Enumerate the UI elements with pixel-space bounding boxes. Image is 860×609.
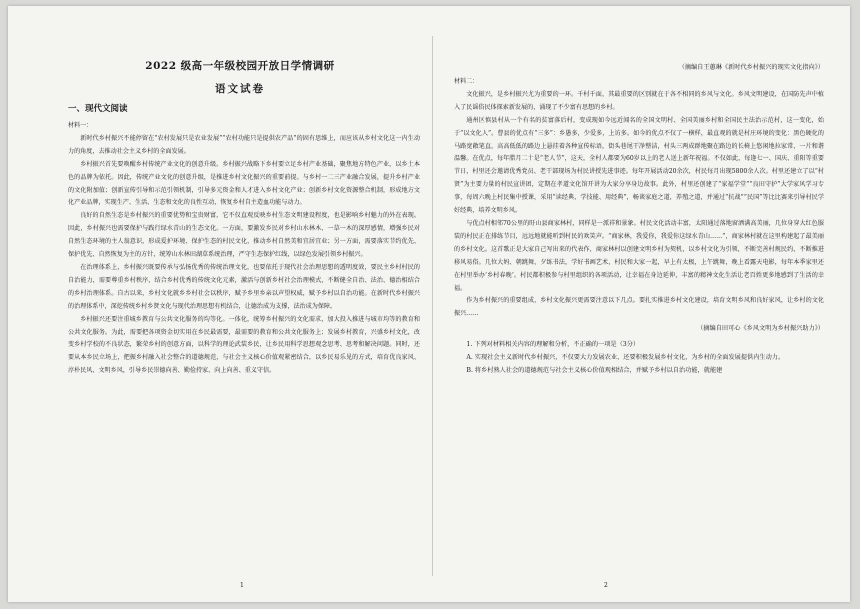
- paragraph: 作为乡村振兴的重要组成，乡村文化振兴更需要注意以下几点。要扎实推进乡村文化建设，培育文明乡风和良好家风，让乡村的文化振兴……: [454, 297, 824, 318]
- question-1: 1. 下列对材料相关内容的理解和分析，不正确的一项是（3分）: [466, 341, 640, 349]
- page-number: 1: [240, 582, 244, 589]
- paragraph: 文化振兴，是乡村振兴尤为重要的一环。千村千面，其最重要的区别就在于各不相同的乡风与文化。乡风文明建设，在国防先声中植入了民谣俗民体探索新发展的，涌现了不少富有思想的乡村。: [454, 90, 824, 111]
- paragraph: 与优点村相邻70公里的盱山县商家林村，同样是一派祥和景象。村民文化活动丰富，太阳通过落地窗洒满高美丽，几位身穿大红色服装的村民正在排练节目，远远地就能听到村民的欢笑声。“商家林，我爱你，我爱你这绿水青山……”，商家林村就在这里构建起了最美丽的乡村文化。这首歌正是大家自己写出来的代表作，商家林村以创建文明乡村为契机，以乡村文化为引领，不断完善村规民约，不断推进移风易俗。几位大妈、朝跳舞，夕练书法，学好书画艺术，村民和大家一起，早上有太极，上午跳舞，晚上看露天电影，每年本季家里还在村里举办‘乡村春晚’。村民都积极参与村里组织的各项活动，让幸福在身边延伸，丰富的精神文化生活让老百姓更多地感到了生活的幸福。: [454, 219, 824, 292]
- material1-heading: 材料一：: [68, 122, 93, 129]
- exam-sheet: [8, 6, 850, 602]
- source-citation: （摘编自田可心《乡风文明为乡村振兴助力》）: [697, 325, 824, 333]
- paragraph: 乡村振兴首先要唤醒乡村传统产业文化的创意升级。乡村振兴战略下乡村要立足乡村产业基础，聚焦地方特色产业，以乡土本色的品牌为依托。因此，传统产业文化的创意升级，是推进乡村文化振兴的重要前提。与乡村一二三产业融合发展，提升乡村产业的文化附加值；创新宣传引导和示范引领机制，引导多元资金和人才进入乡村文化产业；创新乡村文化资源整合机制，形成地方文化产业品牌，实现生产、生活、生态和文化的良性互动，恢复乡村自主造血功能与动力。: [68, 160, 420, 207]
- page-divider: [432, 36, 433, 576]
- paragraph: 通州区慎县村从一个有名的贫富落后村，变成现如今远近闻名的全国文明村、全国美丽乡村和全国民主法治示范村，这一变化，始于“以文化人”。曹县的优点有“三多”：乡愚多，少爱多，上访多。如今的优点不仅了一横样，最直观的就是村庄环境的变化：黑色硬化的马路宽敞笔直，高高低低的路边上悬挂着各种宣传标语，街头巷尾干净整洁，村头三两成群地聚在路边的长椅上悠闲地拉家常，一片和谐温馨。在优点，每年腊月二十是“老人节”，这天，全村人都要为60岁以上的老人送上新年祝福。不仅如此，每逢七一、国庆、重阳等重要节日，村里还会邀请优秀党员、老干部现场为村民讲授先进事迹。每年开展活动20余次，村民每月出现5800余人次。村里还建立了以“村贤”为主要力量的村民宣讲团，定期在孝道文化馆开讲为大家分享身边故事。此外，村里还创建了“家福学堂”“良田守护”大学家风学习专事，每周六晚上村民集中授课，采用“读经典、学技能、用经典”，畅谈家庭之道，养殖之道，并通过“抗战”“民国”等比比赛来引导村民学好经典，培养文明乡风。: [454, 116, 824, 215]
- left-page: [60, 6, 420, 602]
- material2-heading: 材料二：: [454, 78, 479, 85]
- source-citation: （摘编自王蕙琳《新时代乡村振兴的现实文化指向》）: [678, 64, 824, 71]
- paragraph: 在治理体系上，乡村振兴既要传承与弘扬优秀的传统治理文化，也要依托于现代社会治理思想的透明度效，要民主乡村村民的自治能力，需要尊重乡村秩序，结合乡村优秀的传统文化元素，激活与创新乡村社会治理模式，不断健全自治、法治、德治相结合的乡村治理体系。自古以来，乡村文化就乡乡村社会以秩序，赋予乡里乡亲以声望权威，赋予乡村以自治功能。在新时代乡村振兴的治理体系中，深挖传统乡村乡贤文化与现代治理思想有机结合，让德治成为支撑，法治成为保障。: [68, 263, 420, 310]
- paragraph: 乡村振兴还要注重城乡教育与公共文化服务的均等化。一体化，统筹乡村振兴的文化需求，加大投入推进与城市均等的教育和公共文化服务。为此，需要把各项资金切实用在乡民最需要，最需要的教育和公共文化服务上；发展乡村教育，兴盛乡村文化，改变乡村学校的不良状态，繁荣乡村的创意方面，以科学的理论武装乡民，让乡民用科学思想观念思考、思考和解决问题。同时，还要从本乡民立场上，把振乡村融入社会整合的道德规范，与社会主义核心价值观紧密结合，以乡民易乐见的方式，培育优良家风、淳朴民风、文明乡风，引导乡民崇德向善、勤俭持家、向上向善、重义守信。: [68, 315, 420, 375]
- exam-title: 2022 级高一年级校园开放日学情调研: [145, 60, 335, 72]
- page-number: 2: [604, 582, 608, 589]
- section-title: 一、现代文阅读: [68, 104, 128, 114]
- left-body: [68, 120, 420, 378]
- exam-subtitle: 语文试卷: [215, 83, 265, 95]
- right-body: [454, 76, 824, 377]
- paragraph: 新时代乡村振兴不能停留在“农村发展只是农业发展”“农村功能只是提供农产品”的固有思维上，而应该从乡村文化这一内生动力的角度，去推动社会主义乡村的全面发展。: [68, 134, 420, 155]
- option-a: A. 实现社会主义新时代乡村振兴，不仅要大力发展农业，还要积极发展乡村文化，为乡村的全面发展提供内生动力。: [466, 354, 785, 362]
- option-b: B. 将乡村熟人社会的道德规范与社会主义核心价值观相结合，并赋予乡村以自治功能，就能建: [466, 367, 723, 375]
- paragraph: 良好的自然生态是乡村振兴的重要优势和宝贵财富，它不仅直观反映乡村生态文明建设程度，也是影响乡村魅力的外在表现。因此，乡村振兴也需要保护与践行绿水青山的生态文化。一方面，要激发乡民对乡村山水林木、一草一木的深厚感情，增强乡民对自然生态环境的主人翁意识，形成爱护环境、保护生态的村民文化，推动乡村自然美和宜居宜业；另一方面，需要落实节约优先、保护优先、自然恢复为主的方针，统筹山水林田湖草系统治理，严守生态保护红线，以绿色发展引领乡村振兴。: [68, 212, 420, 259]
- right-page: [454, 6, 824, 602]
